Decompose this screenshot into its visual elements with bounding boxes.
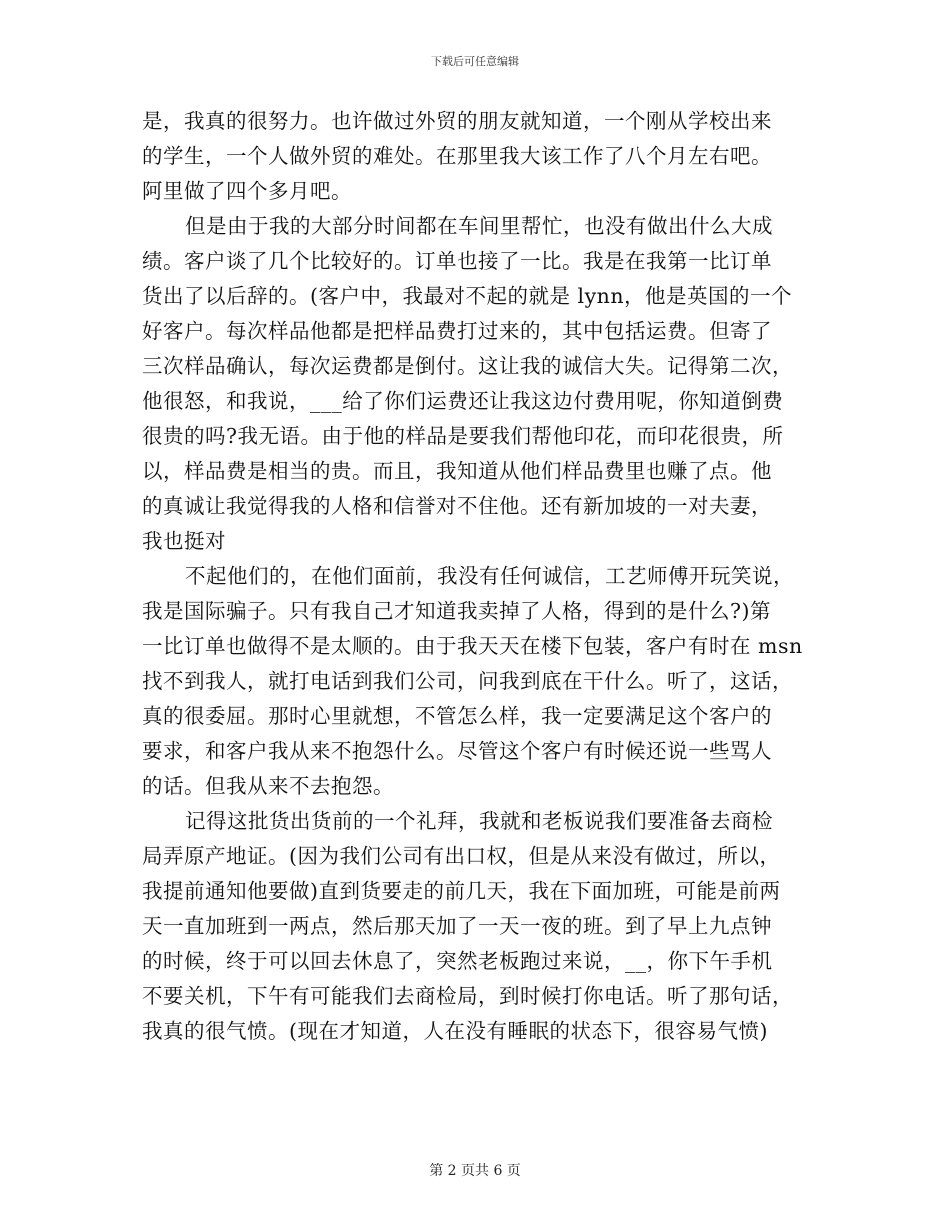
text-line: 不要关机，下午有可能我们去商检局，到时候打你电话。听了那句话， bbox=[142, 984, 793, 1008]
text-line: 的真诚让我觉得我的人格和信誉对不住他。还有新加坡的一对夫妻， bbox=[142, 494, 772, 518]
text-line: 绩。客户谈了几个比较好的。订单也接了一比。我是在我第一比订单 bbox=[142, 249, 772, 273]
page-header: 下载后可任意编辑 bbox=[431, 55, 519, 68]
text-line: 天一直加班到一两点，然后那天加了一天一夜的班。到了早上九点钟 bbox=[142, 914, 772, 938]
text-line: 很贵的吗?我无语。由于他的样品是要我们帮他印花，而印花很贵，所 bbox=[142, 424, 784, 448]
text-line: 我也挺对 bbox=[142, 529, 226, 553]
text-line: 一比订单也做得不是太顺的。由于我天天在楼下包装，客户有时在 msn bbox=[142, 634, 803, 658]
page-footer: 第 2 页共 6 页 bbox=[429, 1163, 521, 1179]
paragraph-start-line: 记得这批货出货前的一个礼拜，我就和老板说我们要准备去商检 bbox=[185, 809, 773, 833]
body-text bbox=[142, 104, 822, 1049]
text-line: 局弄原产地证。(因为我们公司有出口权，但是从来没有做过，所以， bbox=[142, 844, 781, 868]
text-line: 我是国际骗子。只有我自己才知道我卖掉了人格，得到的是什么?)第 bbox=[142, 599, 771, 623]
paragraph-start-line: 不起他们的，在他们面前，我没有任何诚信，工艺师傅开玩笑说， bbox=[185, 564, 794, 588]
text-line: 货出了以后辞的。(客户中，我最对不起的就是 lynn，他是英国的一个 bbox=[142, 284, 793, 308]
text-line: 三次样品确认，每次运费都是倒付。这让我的诚信大失。记得第二次， bbox=[142, 354, 793, 378]
text-line: 是，我真的很努力。也许做过外贸的朋友就知道，一个刚从学校出来 bbox=[142, 109, 772, 133]
text-line: 找不到我人，就打电话到我们公司，问我到底在干什么。听了，这话， bbox=[142, 669, 793, 693]
text-line: 的学生，一个人做外贸的难处。在那里我大该工作了八个月左右吧。 bbox=[142, 144, 772, 168]
text-line: 好客户。每次样品他都是把样品费打过来的，其中包括运费。但寄了 bbox=[142, 319, 772, 343]
text-line: 我真的很气愤。(现在才知道，人在没有睡眠的状态下，很容易气愤) bbox=[142, 1019, 768, 1043]
text-line: 以，样品费是相当的贵。而且，我知道从他们样品费里也赚了点。他 bbox=[142, 459, 772, 483]
text-line: 的时候，终于可以回去休息了，突然老板跑过来说，__，你下午手机 bbox=[142, 949, 773, 973]
text-line: 真的很委屈。那时心里就想，不管怎么样，我一定要满足这个客户的 bbox=[142, 704, 772, 728]
text-line: 要求，和客户我从来不抱怨什么。尽管这个客户有时候还说一些骂人 bbox=[142, 739, 772, 763]
paragraph-start-line: 但是由于我的大部分时间都在车间里帮忙，也没有做出什么大成 bbox=[185, 214, 773, 238]
text-line: 我提前通知他要做)直到货要走的前几天，我在下面加班，可能是前两 bbox=[142, 879, 781, 903]
text-line: 他很怒，和我说，___给了你们运费还让我这边付费用呢，你知道倒费 bbox=[142, 389, 784, 413]
text-line: 阿里做了四个多月吧。 bbox=[142, 179, 352, 203]
text-line: 的话。但我从来不去抱怨。 bbox=[142, 774, 394, 798]
